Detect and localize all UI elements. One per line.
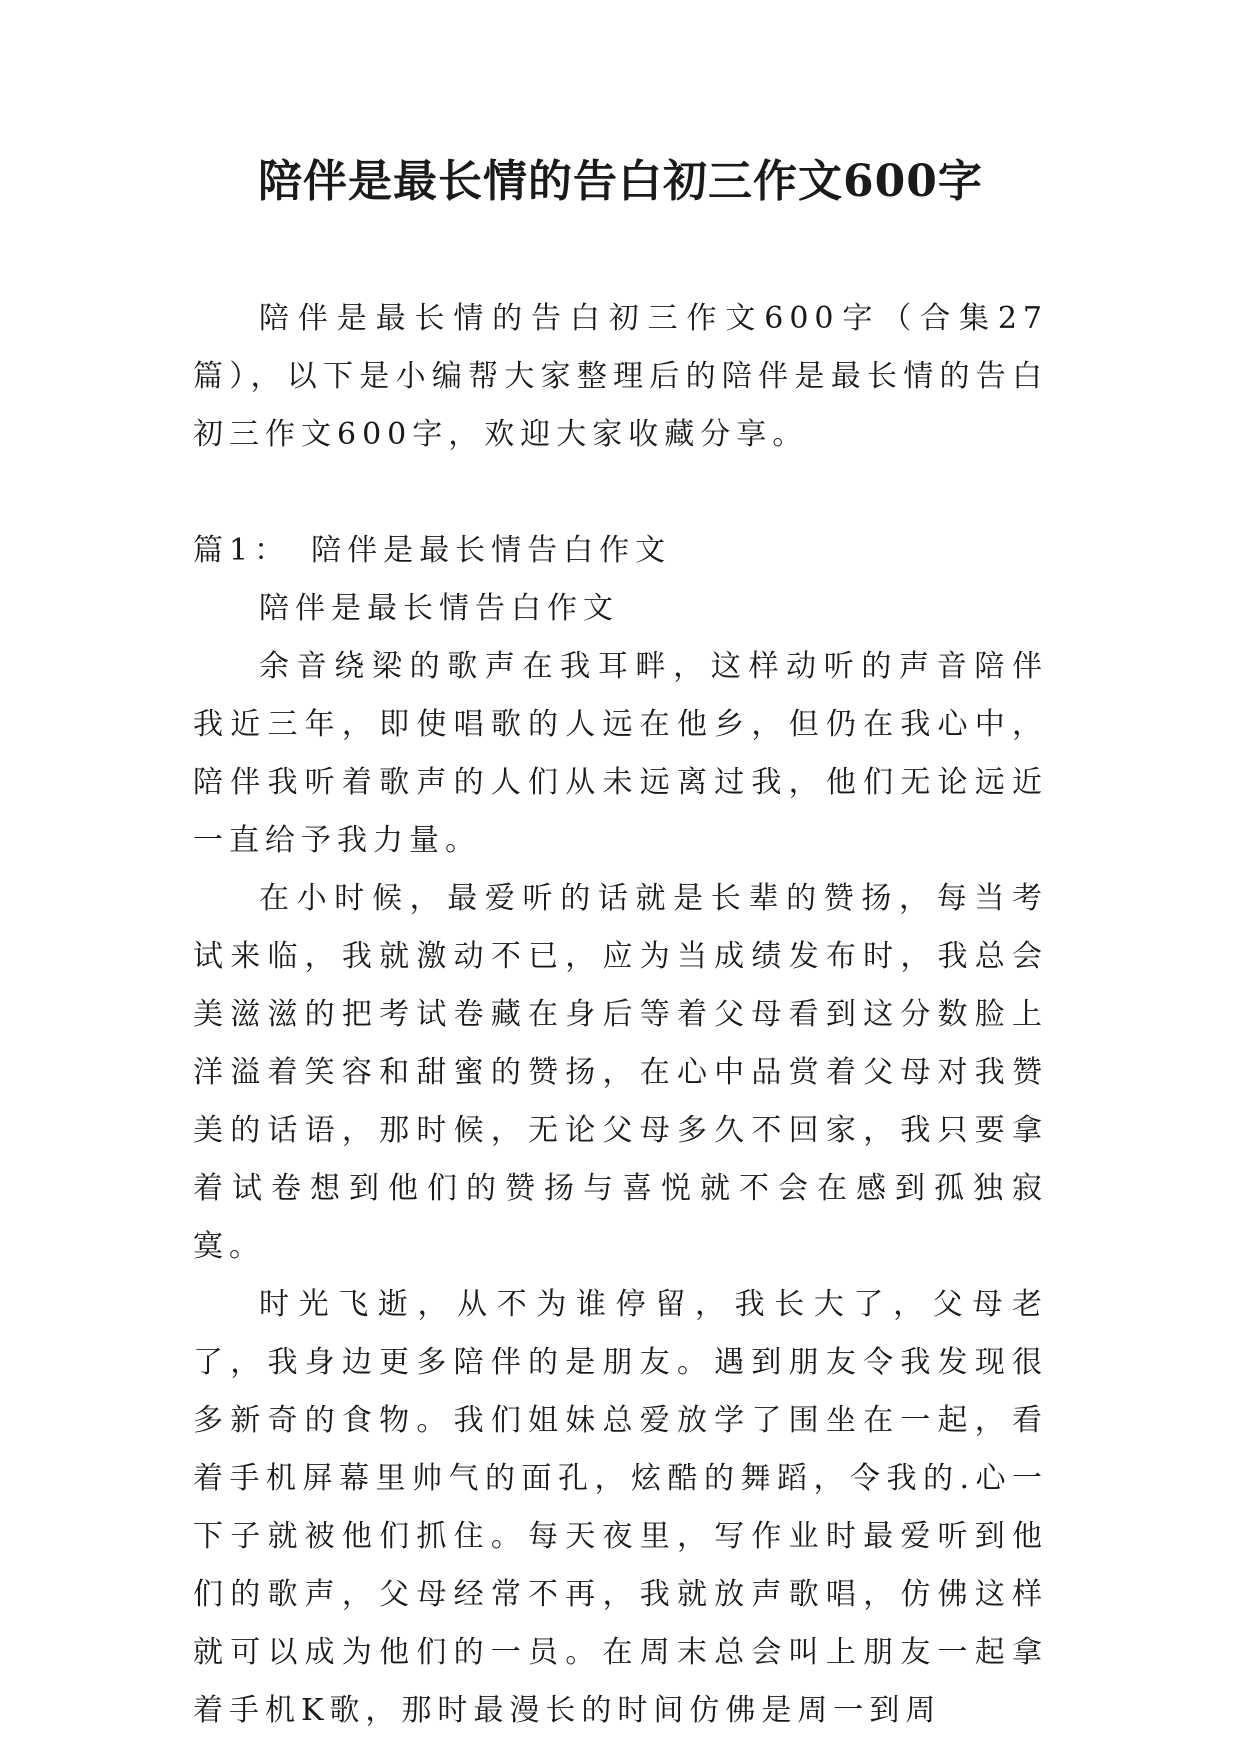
body-paragraph: 时光飞逝，从不为谁停留，我长大了，父母老了，我身边更多陪伴的是朋友。遇到朋友令我发现很多新奇的食物。我们姐妹总爱放学了围坐在一起，看着手机屏幕里帅气的面孔，炫酷的舞蹈，令我的.心一下子就被他们抓住。每天夜里，写作业时最爱听到他们的歌声，父母经常不再，我就放声歌唱，仿佛这样就可以成为他们的一员。在周末总会叫上朋友一起拿着手机K歌，那时最漫长的时间仿佛是周一到周: [193, 1287, 1048, 1728]
spacer: [193, 464, 1048, 522]
section-subtitle: 陪伴是最长情告白作文: [259, 591, 619, 626]
section-heading: 篇1： 陪伴是最长情告白作文: [193, 533, 672, 568]
intro-paragraph: 陪伴是最长情的告白初三作文600字（合集27篇），以下是小编帮大家整理后的陪伴是最长情的告白初三作文600字，欢迎大家收藏分享。: [193, 301, 1048, 452]
document-body: [193, 290, 1048, 1740]
body-paragraph: 在小时候，最爱听的话就是长辈的赞扬，每当考试来临，我就激动不已，应为当成绩发布时，我总会美滋滋的把考试卷藏在身后等着父母看到这分数脸上洋溢着笑容和甜蜜的赞扬，在心中品赏着父母对我赞美的话语，那时候，无论父母多久不回家，我只要拿着试卷想到他们的赞扬与喜悦就不会在感到孤独寂寞。: [193, 881, 1048, 1264]
body-paragraph: 余音绕梁的歌声在我耳畔，这样动听的声音陪伴我近三年，即使唱歌的人远在他乡，但仍在我心中，陪伴我听着歌声的人们从未远离过我，他们无论远近一直给予我力量。: [193, 649, 1048, 858]
document-title: 陪伴是最长情的告白初三作文600字: [258, 156, 983, 207]
